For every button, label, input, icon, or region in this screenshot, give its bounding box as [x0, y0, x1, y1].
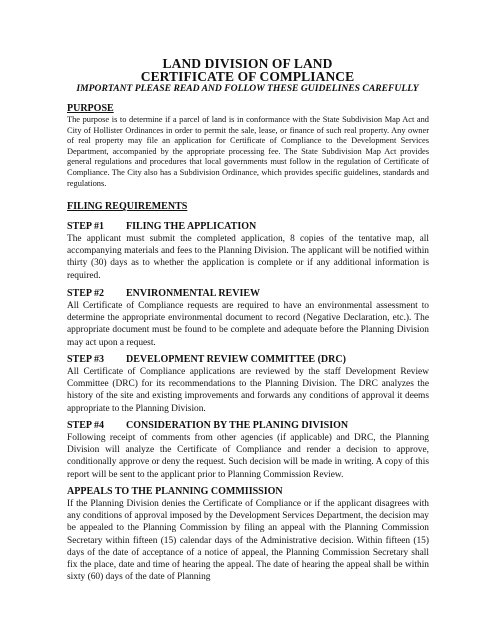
step-3-heading: [67, 354, 346, 366]
step-3-number: STEP #3: [67, 354, 104, 365]
step-4-text: Following receipt of comments from other agencies (if applicable) and DRC, the Planning Division will analyze the Certificate of Compliance and render a decision to approve, conditionally approve or deny the request. Such decision will be made in writing. A copy of this report will be sent to the applicant prior to Planning Commission Review.: [67, 433, 429, 480]
document-title-line-2: CERTIFICATE OF COMPLIANCE: [140, 69, 355, 84]
step-2-number: STEP #2: [67, 288, 104, 299]
document-title-line-1: LAND DIVISION OF LAND: [162, 56, 333, 71]
purpose-text: The purpose is to determine if a parcel of land is in conformance with the State Subdivision Map Act and City of Hollister Ordinances in order to permit the sale, lease, or finance of such real property. Any owner of real property may file an application for Certificate of Compliance to the Development Services Department, accompanied by the appropriate processing fee. The State Subdivision Map Act provides general regulations and procedures that local governments must follow in the regulation of Certificate of Compliance. The City also has a Subdivision Ordinance, which provides specific guidelines, standards and regulations.: [67, 115, 429, 188]
step-1-heading: [67, 221, 256, 233]
step-2-text: All Certificate of Compliance requests are required to have an environmental assessment to determine the appropriate environmental document to record (Negative Declaration, etc.). The appropriate document must be found to be complete and adequate before the Planning Division may act upon a request.: [67, 301, 429, 348]
step-1-number: STEP #1: [67, 221, 104, 232]
appeals-heading: APPEALS TO THE PLANNING COMMIISSION: [67, 486, 283, 497]
step-2-title: ENVIRONMENTAL REVIEW: [126, 288, 260, 299]
filing-requirements-heading: FILING REQUIREMENTS: [67, 201, 188, 212]
purpose-heading: PURPOSE: [67, 103, 114, 114]
step-4-number: STEP #4: [67, 420, 104, 431]
step-2-heading: [67, 288, 260, 300]
document-subtitle: IMPORTANT PLEASE READ AND FOLLOW THESE GUIDELINES CAREFULLY: [76, 83, 419, 94]
step-1-title: FILING THE APPLICATION: [126, 221, 257, 232]
step-3-title: DEVELOPMENT REVIEW COMMITTEE (DRC): [126, 354, 346, 365]
step-1-text: The applicant must submit the completed application, 8 copies of the tentative map, all accompanying materials and fees to the Planning Division. The applicant will be notified within thirty (30) days as to whether the application is complete or if any additional information is required.: [67, 234, 429, 281]
step-3-text: All Certificate of Compliance applications are reviewed by the staff Development Review Committee (DRC) for its recommendations to the Planning Division. The DRC analyzes the history of the site and existing improvements and forwards any conditions of approval it deems appropriate to the Planning Division.: [67, 367, 429, 414]
step-4-title: CONSIDERATION BY THE PLANING DIVISION: [126, 420, 349, 431]
appeals-text: If the Planning Division denies the Certificate of Compliance or if the applicant disagrees with any conditions of approval imposed by the Development Services Department, the decision may be appealed to the Planning Commission by filing an appeal with the Planning Commission Secretary within fifteen (15) calendar days of the Administrative decision. Within fifteen (15) days of the date of acceptance of a notice of appeal, the Planning Commission Secretary shall fix the place, date and time of hearing the appeal. The date of hearing the appeal shall be within sixty (60) days of the date of Planning: [67, 499, 429, 583]
step-4-heading: [67, 420, 348, 432]
